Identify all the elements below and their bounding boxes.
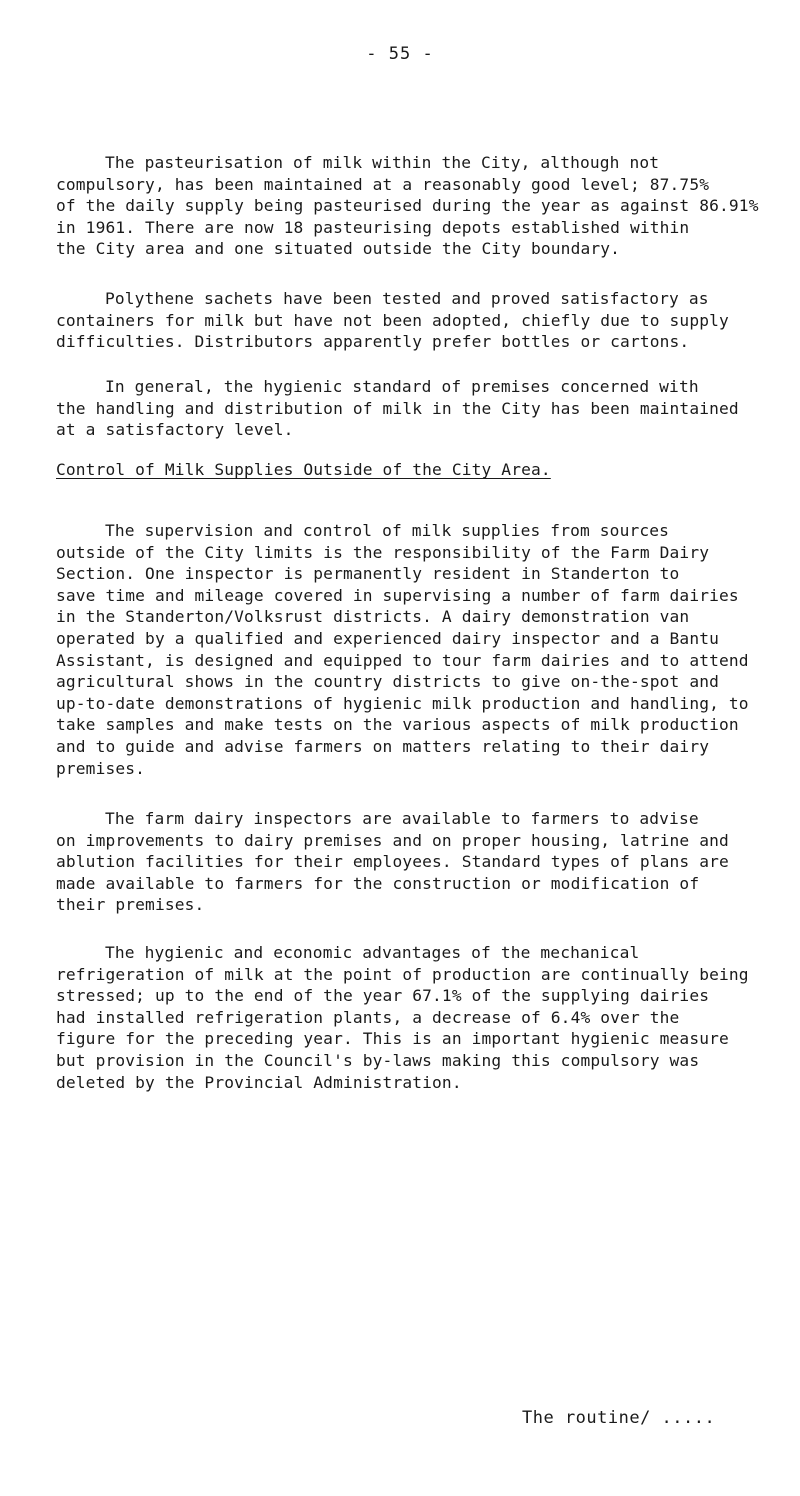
text-line: compulsory, has been maintained at a reasonably good level; 87.75% [56,174,710,194]
text-line: The farm dairy inspectors are available to farmers to advise [105,809,699,828]
paragraph-hygienic-standard [56,376,756,441]
page-number: - 55 - [366,44,434,64]
text-line: but provision in the Council's by-laws making this compulsory was [56,1050,700,1070]
text-line: at a satisfactory level. [56,420,294,440]
text-line: of the daily supply being pasteurised during the year as against 86.91% [56,196,759,216]
text-line: outside of the City limits is the responsibility of the Farm Dairy [56,542,710,562]
paragraph-refrigeration [56,942,756,1093]
text-line: the City area and one situated outside the City boundary. [56,239,621,259]
text-line: Section. One inspector is permanently resident in Standerton to [56,564,680,584]
continuation-footer: The routine/ ..... [522,1408,716,1428]
text-line: deleted by the Provincial Administration. [56,1072,462,1092]
text-line: save time and mileage covered in supervising a number of farm dairies [56,585,739,605]
text-line: Assistant, is designed and equipped to tour farm dairies and to attend [56,650,749,670]
text-line: ablution facilities for their employees. Standard types of plans are [56,852,729,872]
text-line: containers for milk but have not been adopted, chiefly due to supply [56,310,729,330]
section-heading: Control of Milk Supplies Outside of the City Area. [56,460,551,479]
text-line: The hygienic and economic advantages of the mechanical [105,943,640,962]
text-line: the handling and distribution of milk in the City has been maintained [56,398,739,418]
text-line: up-to-date demonstrations of hygienic milk production and handling, to [56,693,749,713]
text-line: The supervision and control of milk supplies from sources [105,521,670,540]
text-line: made available to farmers for the construction or modification of [56,873,700,893]
paragraph-pasteurisation [56,152,759,260]
paragraph-supervision-control [56,520,756,779]
paragraph-polythene-sachets [56,288,756,353]
text-line: figure for the preceding year. This is an important hygienic measure [56,1029,729,1049]
text-line: stressed; up to the end of the year 67.1% of the supplying dairies [56,986,710,1006]
text-line: difficulties. Distributors apparently prefer bottles or cartons. [56,332,690,352]
paragraph-farm-dairy-inspectors [56,808,756,916]
text-line: in 1961. There are now 18 pasteurising depots established within [56,217,690,237]
text-line: The pasteurisation of milk within the City, although not [105,153,660,172]
text-line: and to guide and advise farmers on matters relating to their dairy [56,736,710,756]
text-line: operated by a qualified and experienced dairy inspector and a Bantu [56,628,720,648]
text-line: In general, the hygienic standard of premises concerned with [105,377,699,396]
text-line: had installed refrigeration plants, a decrease of 6.4% over the [56,1007,680,1027]
text-line: Polythene sachets have been tested and proved satisfactory as [105,289,709,308]
text-line: refrigeration of milk at the point of production are continually being [56,964,749,984]
text-line: agricultural shows in the country districts to give on-the-spot and [56,672,720,692]
text-line: premises. [56,758,146,778]
text-line: take samples and make tests on the various aspects of milk production [56,715,739,735]
text-line: in the Standerton/Volksrust districts. A dairy demonstration van [56,607,690,627]
text-line: their premises. [56,895,205,915]
text-line: on improvements to dairy premises and on proper housing, latrine and [56,830,729,850]
